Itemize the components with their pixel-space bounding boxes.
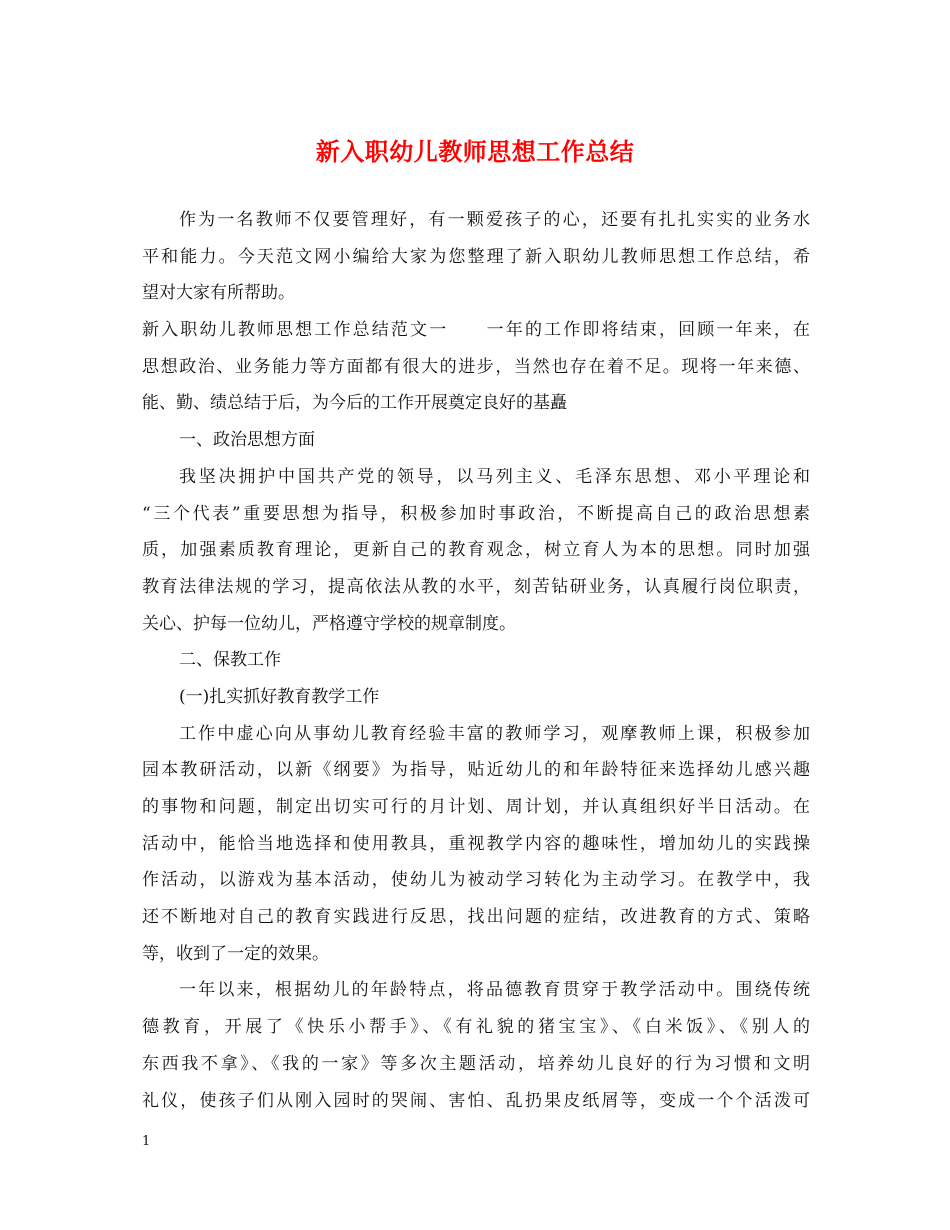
text-line: 还不断地对自己的教育实践进行反思，找出问题的症结，改进教育的方式、策略 bbox=[142, 907, 810, 928]
section-heading: 二、保教工作 bbox=[179, 650, 281, 671]
text-line: 东西我不拿》、《我的一家》等多次主题活动，培养幼儿良好的行为习惯和文明 bbox=[142, 1053, 810, 1074]
text-line: 思想政治、业务能力等方面都有很大的进步，当然也存在着不足。现将一年来德、 bbox=[142, 356, 810, 377]
text-line: 礼仪，使孩子们从刚入园时的哭闹、害怕、乱扔果皮纸屑等，变成一个个活泼可 bbox=[142, 1090, 810, 1111]
text-line: 活动中，能恰当地选择和使用教具，重视教学内容的趣味性，增加幼儿的实践操 bbox=[142, 833, 810, 854]
text-line: 一年以来，根据幼儿的年龄特点，将品德教育贯穿于教学活动中。围绕传统 bbox=[179, 980, 810, 1001]
section-heading: 一、政治思想方面 bbox=[179, 430, 315, 451]
text-line: 关心、护每一位幼儿，严格遵守学校的规章制度。 bbox=[142, 613, 516, 634]
text-line: 平和能力。今天范文网小编给大家为您整理了新入职幼儿教师思想工作总结，希 bbox=[142, 246, 810, 267]
text-line: 的事物和问题，制定出切实可行的月计划、周计划，并认真组织好半日活动。在 bbox=[142, 797, 810, 817]
document-title: 新入职幼儿教师思想工作总结 bbox=[315, 137, 635, 166]
text-line: 质，加强素质教育理论，更新自己的教育观念，树立育人为本的思想。同时加强 bbox=[142, 540, 810, 561]
text-line: 教育法律法规的学习，提高依法从教的水平，刻苦钻研业务，认真履行岗位职责， bbox=[142, 576, 810, 597]
text-line: 工作中虚心向从事幼儿教育经验丰富的教师学习，观摩教师上课，积极参加 bbox=[179, 723, 810, 744]
text-line: 园本教研活动，以新《纲要》为指导，贴近幼儿的和年龄特征来选择幼儿感兴趣 bbox=[142, 760, 810, 781]
text-line: 作为一名教师不仅要管理好，有一颗爱孩子的心，还要有扎扎实实的业务水 bbox=[179, 210, 810, 230]
text-line: 望对大家有所帮助。 bbox=[142, 283, 295, 304]
subsection-heading: (一)扎实抓好教育教学工作 bbox=[179, 686, 380, 707]
text-line: 作活动，以游戏为基本活动，使幼儿为被动学习转化为主动学习。在教学中，我 bbox=[142, 870, 810, 891]
text-line: 我坚决拥护中国共产党的领导，以马列主义、毛泽东思想、邓小平理论和 bbox=[179, 466, 810, 487]
document-body bbox=[142, 202, 810, 1119]
page-number: 1 bbox=[142, 1134, 151, 1149]
text-line: 能、勤、绩总结于后，为今后的工作开展奠定良好的基矗 bbox=[142, 393, 567, 414]
text-line: 等，收到了一定的效果。 bbox=[142, 943, 329, 964]
text-line: “三个代表”重要思想为指导，积极参加时事政治，不断提高自己的政治思想素 bbox=[142, 503, 810, 524]
text-line: 新入职幼儿教师思想工作总结范文一 一年的工作即将结束，回顾一年来，在 bbox=[142, 320, 810, 341]
text-line: 德教育，开展了《快乐小帮手》、《有礼貌的猪宝宝》、《白米饭》、《别人的 bbox=[142, 1017, 810, 1038]
